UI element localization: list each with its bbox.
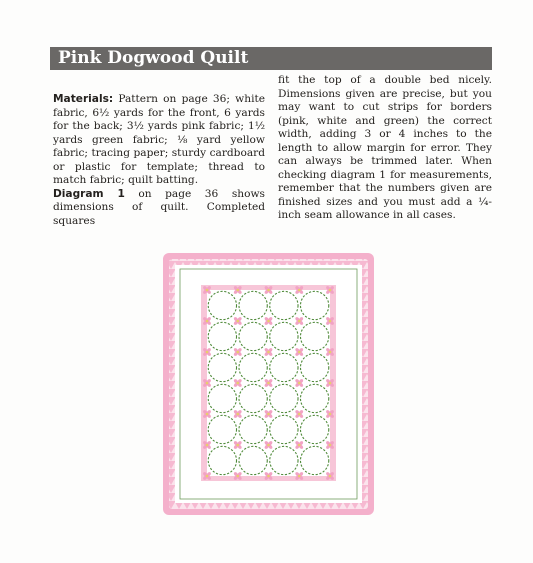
diagram-label: Diagram 1	[53, 187, 125, 200]
quilt-illustration	[163, 253, 374, 515]
diagram-text: on page 36 shows dimensions of quilt. Completed squares	[53, 187, 265, 227]
materials-label: Materials:	[53, 93, 114, 105]
materials-text: Pattern on page 36; white fabric, 6½ yards for the front, 6 yards for the back; 3½ yards pink fabric; 1½ yards green fabric; ⅛ yard yellow fabric; tracing paper; sturdy cardboard or plastic for template; thread to match fabric; quilt batting.	[53, 93, 265, 186]
right-column	[278, 74, 492, 223]
page-title: Pink Dogwood Quilt	[58, 48, 249, 68]
right-column-text: fit the top of a double bed nicely. Dimensions given are precise, but you may want to cut strips for borders (pink, white and green) the correct width, adding 3 or 4 inches to the length to allow margin for error. They can always be trimmed later. When checking diagram 1 for measurements, remember that the numbers given are finished sizes and you must add a ¼-inch seam allowance in all cases.	[278, 74, 492, 221]
quilt-image	[163, 253, 374, 515]
diagram-paragraph	[53, 188, 265, 229]
materials-paragraph	[53, 93, 265, 188]
title-bar	[50, 47, 492, 70]
left-column	[53, 93, 265, 228]
